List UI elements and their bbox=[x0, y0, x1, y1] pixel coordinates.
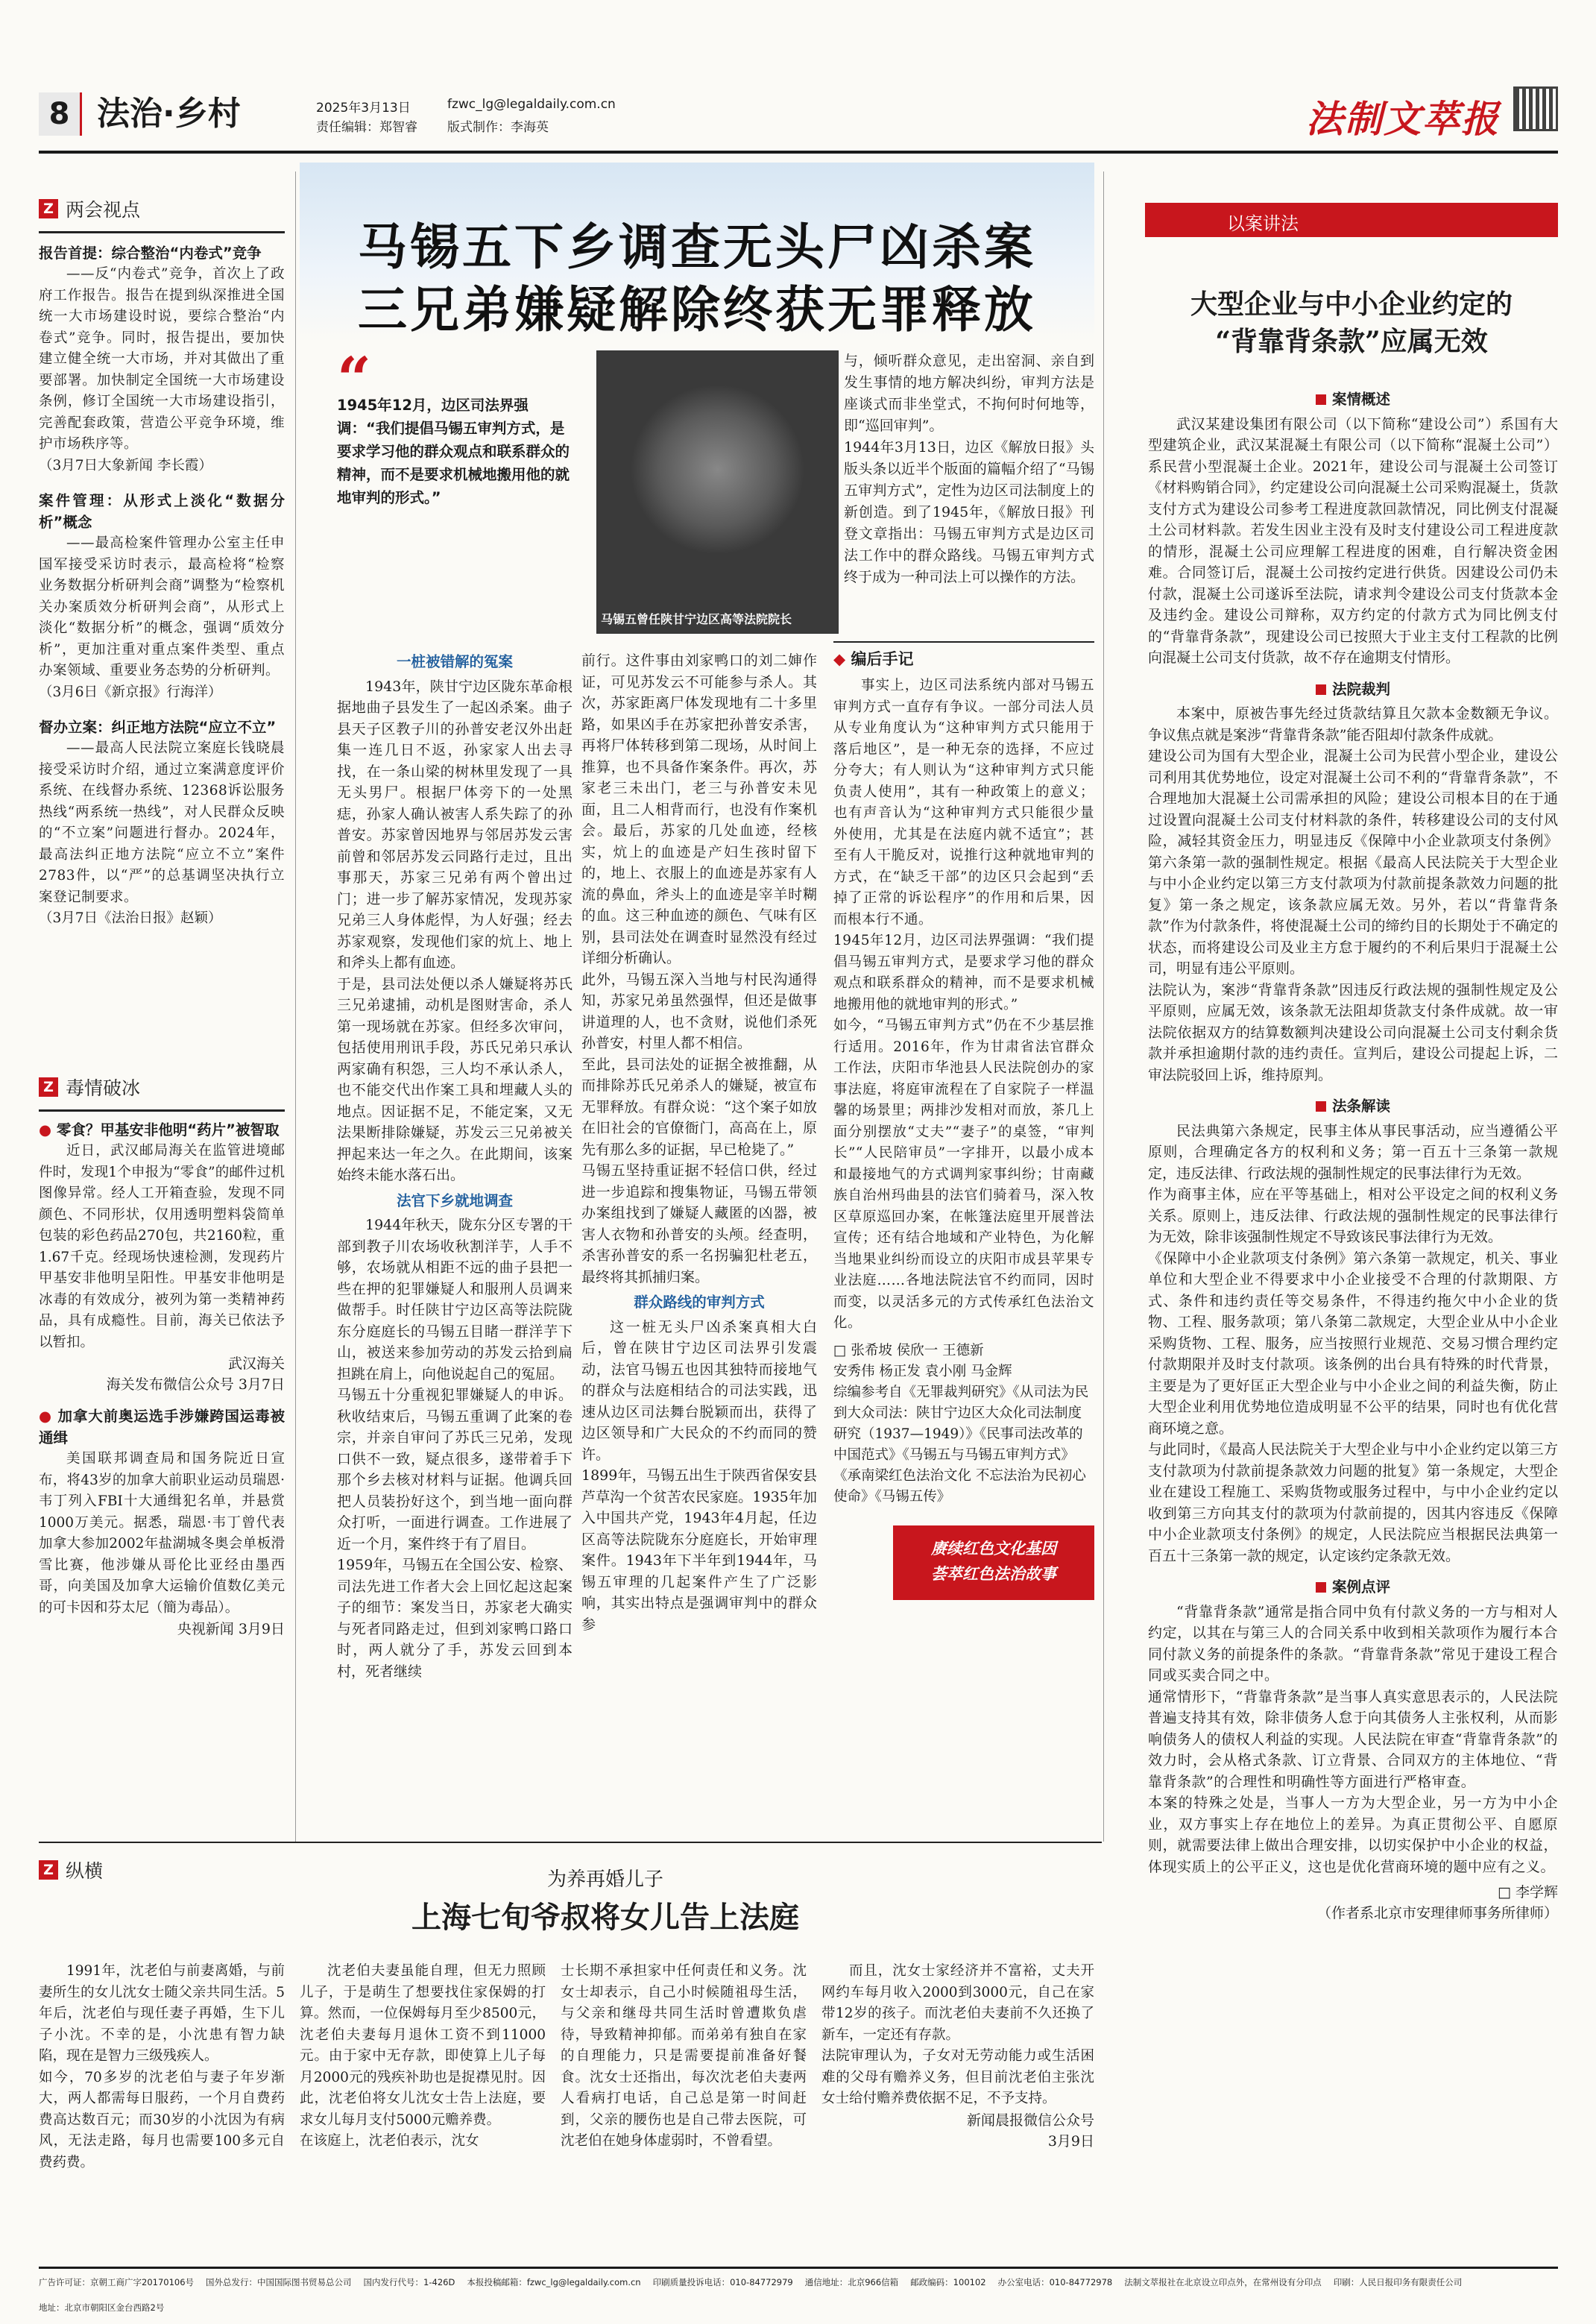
brief-source: （3月6日《新京报》行海洋） bbox=[39, 684, 222, 700]
subhead: 一桩被错解的冤案 bbox=[396, 653, 513, 670]
footer-item: 国内发行代号：1-426D bbox=[363, 2277, 455, 2287]
postscript-authors: □ 张希坡 侯欣一 王德新 安秀伟 杨正发 袁小刚 马金辉 综编参考自《无罪裁判研究》《从司法为民到大众司法：陕甘宁边区大众化司法制度研究（1937—1949）》《民事司法改革的中国范式》《马锡五与马锡五审判方式》《承南梁红色法治文化 不忘法治为民初心使命》《马锡五传》 bbox=[833, 1342, 1089, 1505]
feature-body: 这一桩无头尸凶杀案真相大白后，曾在陕甘宁边区司法界引发震动，法官马锡五也因其独特而接地气的群众与法庭相结合的司法实践，迅速从边区司法舞台脱颖而出，获得了边区领导和广大民众的不约而同的赞许。 1899年，马锡五出生于陕西省保安县芦草沟一个贫苦农民家庭。1935年加入中国共产党，1943年4月起，任边区高等法院陇东分庭庭长，开始审理案件。1943年下半年到1944年，马锡五审理的几起案件产生了广泛影响，其实出特点是强调审判中的群众参 bbox=[581, 1318, 817, 1633]
section-title: 法治·乡村 bbox=[97, 95, 241, 133]
footer-item: 法制文萃报社在北京设立印点外，在常州设有分印点 bbox=[1124, 2277, 1322, 2287]
footer-item: 办公室电话：010-84772978 bbox=[997, 2277, 1113, 2287]
brief-body: 近日，武汉邮局海关在监管进境邮件时，发现1个申报为“零食”的邮件过机图像异常。经人工开箱查验，发现不同颜色、不同形状，仅用透明塑料袋简单包装的彩色药品270包，共2160粒，重1.67千克。经现场快速检测，发现药片甲基安非他明呈阳性。甲基安非他明是冰毒的有效成分，被列为第一类精神药品，具有成瘾性。目前，海关已依法予以暂扣。 bbox=[39, 1143, 285, 1350]
quote-mark-icon: “ bbox=[337, 344, 372, 414]
bottom-kicker: 为养再婚儿子 bbox=[546, 1868, 663, 1891]
red-culture-banner: 赓续红色文化基因 荟萃红色法治故事 bbox=[893, 1525, 1094, 1600]
feature-top-right-text: 与，倾听群众意见，走出窑洞、亲自到发生事情的地方解决纠纷，审判方法是座谈式而非坐堂式，不拘何时何地等，即“巡回审判”。 1944年3月13日，边区《解放日报》头版头条以近半个版面的篇幅介绍了“马锡五审判方式”，定性为边区司法制度上的新创造。到了1945年，《解放日报》刊登文章指出：马锡五审判方式是边区司法工作中的群众路线。马锡五审判方式终于成为一种司法上可以操作的方法。 bbox=[844, 353, 1094, 585]
case-subhead: 法条解读 bbox=[1148, 1096, 1558, 1118]
masthead-logo: 法制文萃报 bbox=[1306, 97, 1500, 141]
feature-body: 1943年，陕甘宁边区陇东革命根据地曲子县发生了一起凶杀案。曲子县天子区教子川的孙普安老汉外出赶集一连几日不返，孙家家人出去寻找，在一条山梁的树林里发现了一具无头男尸。根据尸体旁下的一处黑痣，孙家人确认被害人系失踪了的孙普安。苏家曾因地界与邻居苏发云害前曾和邻居苏发云同路行走过，且出事那天，苏家三兄弟有两个曾出过门；进一步了解苏家情况，发现苏家兄弟三人身体彪悍，为人好强；经去苏家观察，发现他们家的炕上、地上和斧头上都有血迹。 于是，县司法处便以杀人嫌疑将苏氏三兄弟逮捕，动机是图财害命，杀人第一现场就在苏家。但经多次审问，包括使用刑讯手段，苏氏兄弟只承认两家确有积怨，三人均不承认杀人，也不能交代出作案工具和埋藏人头的地点。因证据不足，不能定案，又无法果断排除嫌疑，苏发云三兄弟被关押起来达一年之久。在此期间，该案始终未能水落石出。 bbox=[337, 678, 573, 1183]
brief-source: （3月7日《法治日报》赵颖） bbox=[39, 910, 222, 926]
z-icon: Z bbox=[39, 1860, 58, 1880]
left-column-drugs bbox=[39, 1074, 285, 1640]
brief-headline: ● 零食？甲基安非他明“药片”被智取 bbox=[39, 1121, 280, 1139]
case-author: □ 李学辉 bbox=[1498, 1884, 1558, 1901]
case-title-1: 大型企业与中小企业约定的 bbox=[1190, 289, 1513, 320]
brief-source: 武汉海关 bbox=[227, 1355, 285, 1372]
bottom-col-4 bbox=[821, 1961, 1094, 2152]
case-paragraph: 本案中，原被告事先经过货款结算且欠款本金数额无争议。争议焦点就是案涉“背靠背条款”能否阻却付款条件成就。 建设公司为国有大型企业，混凝土公司为民营小型企业，建设公司利用其优势地位，设定对混凝土公司不利的“背靠背条款”，不合理地加大混凝土公司需承担的风险；建设公司根本目的在于通过设置向混凝土公司支付材料款的条件，转移建设公司的支付风险，减轻其资金压力，明显违反《保障中小企业款项支付条例》第六条第一款的强制性规定。根据《最高人民法院关于大型企业与中小企业约定以第三方支付款项为付款前提条款效力问题的批复》第一条之规定，该条款应属无效。另外，若以“背靠背条款”作为付款条件，将使混凝土公司的缔约目的长期处于不确定的状态，而将建设公司及业主方怠于履约的不利后果归于混凝土公司，明显有违公平原则。 法院认为，案涉“背靠背条款”因违反行政法规的强制性规定及公平原则，应属无效，该条款无法阻却货款支付条件成就。故一审法院依据双方的结算数额判决建设公司向混凝土公司支付剩余货款并承担逾期付款的违约责任。宣判后，建设公司提起上诉，二审法院驳回上诉，维持原判。 bbox=[1148, 705, 1558, 1083]
brief-body: ——最高检案件管理办公室主任申国军接受采访时表示，最高检将“检察业务数据分析研判会商”调整为“检察机关办案质效分析研判会商”，从形式上淡化“数据分析”的概念，强调“质效分析”，更加注重对重点案件类型、重点办案领域、重要业务态势的分析研判。 bbox=[39, 535, 285, 678]
postscript-box bbox=[833, 641, 1094, 1812]
brief-source: 海关发布微信公众号 3月7日 bbox=[106, 1376, 285, 1393]
header-layout: 版式制作：李海英 bbox=[447, 120, 549, 135]
bottom-source: 新闻晨报微信公众号 bbox=[966, 2112, 1094, 2129]
feature-title-2: 三兄弟嫌疑解除终获无罪释放 bbox=[358, 280, 1036, 338]
feature-title-1: 马锡五下乡调查无头尸凶杀案 bbox=[358, 218, 1036, 276]
page-header bbox=[39, 89, 1558, 151]
qr-code-icon bbox=[1513, 86, 1558, 131]
case-tag: 以案讲法 bbox=[1227, 213, 1299, 234]
brief-body: ——反“内卷式”竞争，首次上了政府工作报告。报告在提到纵深推进全国统一大市场建设时说，要综合整治“内卷式”竞争。同时，报告提出，要加快建立健全统一大市场，并对其做出了重要部署。加快制定全国统一大市场建设条例，修订全国统一大市场建设指引，完善配套政策，营造公平竞争环境，维护市场秩序等。 bbox=[39, 266, 285, 452]
column-divider bbox=[295, 171, 296, 1842]
brief-body: ——最高人民法院立案庭长钱晓晨接受采访时介绍，通过立案满意度评价系统、在线督办系统、12368诉讼服务热线“两系统一热线”，对人民群众反映的“不立案”问题进行督办。2024年，最高法纠正地方法院“应立不立”案件2783件，以“严”的总基调坚决执行立案登记制要求。 bbox=[39, 740, 285, 905]
footer-item: 国外总发行：中国国际图书贸易总公司 bbox=[206, 2277, 352, 2287]
feature-body: 1944年秋天，陇东分区专署的干部到教子川农场收秋割洋芋，人手不够，农场就从相距不远的曲子县把一些在押的犯罪嫌疑人和服刑人员调来做帮手。时任陕甘宁边区高等法院陇东分庭庭长的马锡五目睹一群洋芋下山，被送来参加劳动的苏发云拾到扁担跳在肩上，向他说起自己的冤屈。 马锡五十分重视犯罪嫌疑人的申诉。秋收结束后，马锡五重调了此案的卷宗，并亲自审问了苏氏三兄弟，发现口供不一致，疑点很多，遂带着手下那个乡去核对材料与证据。他调兵回把人员装扮好这个，到当地一面向群众打听，一面进行调查。工作进展了近一个月，案件终于有了眉目。 1959年，马锡五在全国公安、检察、司法先进工作者大会上回忆起这起案子的细节：案发当日，苏家老大确实与死者同路走过，但到刘家鸭口路口时，两人就分了手，苏发云回到本村，死者继续 bbox=[337, 1217, 573, 1680]
footer-item: 本报投稿邮箱：fzwc_lg@legaldaily.com.cn bbox=[467, 2277, 641, 2287]
left-column bbox=[39, 195, 285, 930]
case-subhead: 案情概述 bbox=[1148, 389, 1558, 411]
section-tag-label: 纵横 bbox=[66, 1860, 104, 1882]
section-tag-duqing bbox=[39, 1074, 285, 1100]
bottom-title: 上海七旬爷叔将女儿告上法庭 bbox=[411, 1900, 799, 1935]
footer-bar bbox=[39, 2276, 1558, 2314]
header-email: fzwc_lg@legaldaily.com.cn bbox=[447, 97, 616, 112]
section-tag-label: 两会视点 bbox=[66, 199, 141, 221]
subhead: 群众路线的审判方式 bbox=[634, 1294, 765, 1311]
case-tag-bar bbox=[1145, 203, 1558, 237]
postscript-body: 事实上，边区司法系统内部对马锡五审判方式一直存有争议。一部分司法人员从专业角度认为“这种审判方式只能用于落后地区”，是一种无奈的选择，不应过分夸大；有人则认为“这种审判方式只能负责人使用”，其有一种政策上的意义；也有声音认为“这种审判方式只能很少量外使用，尤其是在法庭内就不适宜”；甚至有人干脆反对，说推行这种就地审判的方式，在“缺乏干部”的边区只会起到“丢掉了正常的诉讼程序”的作用和后果，因而根本行不通。 1945年12月，边区司法界强调：“我们提倡马锡五审判方式，是要求学习他的群众观点和联系群众的精神，而不是要求机械地搬用他的就地审判的形式。” 如今，“马锡五审判方式”仍在不少基层推行适用。2016年，作为甘肃省法官群众工作法，庆阳市华池县人民法院创办的家事法庭，将庭审流程在了自家院子一样温馨的场景里；两排沙发相对而放，茶几上面分别摆放“丈夫”“妻子”的桌签，“审判长”“人民陪审员”一字排开，以最小成本和最接地气的方式调判家事纠纷；甘南藏族自治州玛曲县的法官们骑着马，深入牧区草原巡回办案，在帐篷法庭里开展普法宣传；还有结合地域和产业特色，为化解当地果业纠纷而设立的庆阳市成县苹果专业法庭……各地法院法官不约而同，因时而变，以灵活多元的方式传承红色法治文化。 bbox=[833, 678, 1094, 1331]
section-tag-lianghui bbox=[39, 195, 285, 222]
case-subhead: 法院裁判 bbox=[1148, 679, 1558, 701]
column-divider bbox=[1103, 171, 1104, 1842]
footer-item: 地址：北京市朝阳区金台西路2号 bbox=[39, 2302, 165, 2313]
case-author-note: （作者系北京市安理律师事务所律师） bbox=[1316, 1905, 1558, 1921]
footer-item: 广告许可证：京朝工商广字20170106号 bbox=[39, 2277, 195, 2287]
header-date: 2025年3月13日 bbox=[316, 101, 411, 116]
postscript-title: ◆ 编后手记 bbox=[833, 641, 1094, 670]
page-number: 8 bbox=[39, 92, 82, 136]
subhead: 法官下乡就地调查 bbox=[396, 1191, 513, 1209]
feature-col-2 bbox=[581, 650, 817, 1635]
bottom-col-2: 沈老伯夫妻虽能自理，但无力照顾儿子，于是萌生了想要找住家保姆的打算。然而，一位保姆每月至少8500元，沈老伯夫妻每月退休工资不到11000元。由于家中无存款，即使算上儿子每月2000元的残疾补助也是捉襟见肘。因此，沈老伯将女儿沈女士告上法庭，要求女儿每月支付5000元赡养费。 在该庭上，沈老伯表示，沈女 bbox=[300, 1963, 546, 2149]
feature-body: 前行。这件事由刘家鸭口的刘二婶作证，可见苏发云不可能参与杀人。其次，苏家距离尸体发现地有二十多里路，如果凶手在苏家把孙普安杀害，再将尸体转移到第二现场，从时间上推算，也不具备作案条件。再次，苏家老三未出门，老三与孙普安未见面，且二人相背而行，也没有作案机会。最后，苏家的几处血迹，经核实，炕上的血迹是产妇生孩时留下的，地上、衣服上的血迹是苏家有人流的鼻血，斧头上的血迹是宰羊时糊的血。这三种血迹的颜色、气味有区别，县司法处在调查时显然没有经过详细分析确认。 此外，马锡五深入当地与村民沟通得知，苏家兄弟虽然强悍，但还是做事讲道理的人，也不贪财，说他们杀死孙普安，村里人都不相信。 至此，县司法处的证据全被推翻，从而排除苏氏兄弟杀人的嫌疑，被宣布无罪释放。有群众说：“这个案子如放在旧社会的官僚衙门，高高在上，原先有那么多的证据，早已枪毙了。” 马锡五坚持重证据不轻信口供，经过进一步追踪和搜集物证，马锡五带领办案组找到了嫌疑人藏匿的凶器，被害人衣物和孙普安的头颅。经查明，杀害孙普安的系一名拐骗犯杜老五，最终将其抓捕归案。 bbox=[581, 652, 817, 1285]
case-subhead: 案例点评 bbox=[1148, 1577, 1558, 1599]
section-tag-label: 毒情破冰 bbox=[66, 1077, 141, 1099]
brief-source: （3月7日大象新闻 李长霞） bbox=[39, 457, 212, 473]
footer-rule bbox=[39, 2267, 1558, 2269]
case-paragraph: 武汉某建设集团有限公司（以下简称“建设公司”）系国有大型建筑企业，武汉某混凝土有限公司（以下简称“混凝土公司”）系民营小型混凝土企业。2021年，建设公司与混凝土公司签订《材料购销合同》，约定建设公司向混凝土公司采购混凝土，货款支付方式为建设公司参考工程进度款回款情况，同比例支付混凝土公司材料款。若发生因业主没有及时支付建设公司工程进度款的情形，混凝土公司应理解工程进度的困难，自行解决资金困难。合同签订后，混凝土公司按约定进行供货。因建设公司仍未付款，混凝土公司遂诉至法院，请求判令建设公司支付货款本金及违约金。建设公司辩称，双方约定的付款方式为同比例支付的“背靠背条款”，现建设公司已按照大于业主支付工程款的比例向混凝土公司支付货款，故不存在逾期支付情形。 bbox=[1148, 415, 1558, 666]
case-paragraph: 民法典第六条规定，民事主体从事民事活动，应当遵循公平原则，合理确定各方的权利和义务；第一百五十三条第一款规定，违反法律、行政法规的强制性规定的民事法律行为无效。 作为商事主体，应在平等基础上，相对公平设定之间的权利义务关系。原则上，违反法律、行政法规的强制性规定的民事法律行为无效，除非该强制性规定不导致该民事法律行为无效。 《保障中小企业款项支付条例》第六条第一款规定，机关、事业单位和大型企业不得要求中小企业接受不合理的付款期限、方式、条件和违约责任等交易条件，不得违约拖欠中小企业的货物、工程、服务款项；第八条第二款规定，大型企业从中小企业采购货物、工程、服务，应当按照行业规范、交易习惯合理约定付款期限并及时支付款项。该条例的出台具有特殊的时代背景，主要是为了更好匡正大型企业与中小企业之间的利益失衡，防止大型企业利用优势地位造成明显不公平的结果，同时也有优化营商环境之意。 与此同时，《最高人民法院关于大型企业与中小企业约定以第三方支付款项为付款前提条款效力问题的批复》第一条规定，大型企业在建设工程施工、采购货物或服务过程中，与中小企业约定以收到第三方向其支付的款项为付款前提的，因其内容违反《保障中小企业款项支付条例》的规定，人民法院应当根据民法典第一百五十三条第一款的规定，认定该约定条款无效。 bbox=[1148, 1122, 1558, 1564]
brief-headline: 督办立案：纠正地方法院“应立不立” bbox=[39, 719, 277, 736]
bottom-rule bbox=[39, 1842, 1102, 1843]
pull-quote: 1945年12月，边区司法界强调：“我们提倡马锡五审判方式，是要求学习他的群众观点和联系群众的精神，而不是要求机械地搬用他的就地审判的形式。” bbox=[337, 397, 570, 506]
bottom-paragraph: 而且，沈女士家经济并不富裕，丈夫开网约车每月收入2000到3000元，自己在家带12岁的孩子。而沈老伯夫妻前不久还换了新车，一定还有存款。 法院审理认为，子女对无劳动能力或生活困难的父母有赡养义务，但目前沈老伯主张沈女士给付赡养费依据不足，不予支持。 bbox=[821, 1963, 1094, 2106]
case-body bbox=[1148, 385, 1558, 1924]
photo-caption: 马锡五曾任陕甘宁边区高等法院院长 bbox=[601, 612, 792, 626]
bottom-col-3: 士长期不承担家中任何责任和义务。沈女士却表示，自己小时候随祖母生活，与父亲和继母共同生活时曾遭欺负虐待，导致精神抑郁。而弟弟有独自在家的自理能力，只是需要提前准备好餐食。沈女士还指出，每次沈老伯夫妻两人看病打电话，自己总是第一时间赶到，父亲的腰伤也是自己带去医院，可沈老伯在她身体虚弱时，不曾看望。 bbox=[561, 1963, 807, 2149]
case-title-2: “背靠背条款”应属无效 bbox=[1215, 326, 1488, 357]
z-icon: Z bbox=[39, 1077, 58, 1097]
feature-col-1 bbox=[337, 647, 573, 1682]
footer-item: 邮政编码：100102 bbox=[910, 2277, 986, 2287]
brief-headline: 报告首提：综合整治“内卷式”竞争 bbox=[39, 245, 262, 262]
portrait-photo bbox=[596, 350, 839, 634]
header-editor: 责任编辑：郑智睿 bbox=[316, 120, 417, 135]
section-tag-zongheng bbox=[39, 1857, 103, 1883]
footer-item: 印刷：人民日报印务有限责任公司 bbox=[1333, 2277, 1463, 2287]
header-rule bbox=[39, 151, 1558, 154]
brief-body: 美国联邦调查局和国务院近日宣布，将43岁的加拿大前职业运动员瑞恩·韦丁列入FBI十大通缉犯名单，并悬赏1000万美元。据悉，瑞恩·韦丁曾代表加拿大参加2002年盐湖城冬奥会单板滑雪比赛，他涉嫌从哥伦比亚经由墨西哥，向美国及加拿大运输价值数亿美元的可卡因和芬太尼（簡为毒品）。 bbox=[39, 1451, 285, 1616]
brief-headline: ● 加拿大前奥运选手涉嫌跨国运毒被通缉 bbox=[39, 1408, 285, 1446]
brief-source: 央视新闻 3月9日 bbox=[177, 1621, 285, 1637]
z-icon: Z bbox=[39, 199, 58, 218]
brief-headline: 案件管理：从形式上淡化“数据分析”概念 bbox=[39, 492, 285, 531]
footer-item: 印刷质量投诉电话：010-84772979 bbox=[652, 2277, 793, 2287]
footer-item: 通信地址：北京966信箱 bbox=[804, 2277, 899, 2287]
bottom-source: 3月9日 bbox=[1047, 2132, 1094, 2150]
bottom-col-1: 1991年，沈老伯与前妻离婚，与前妻所生的女儿沈女士随父亲共同生活。5年后，沈老伯与现任妻子再婚，生下儿子小沈。不幸的是，小沈患有智力缺陷，现在是智力三级残疾人。 如今，70多岁的沈老伯与妻子年岁渐大，两人都需每日服药，一个月自费药费高达数百元；而30岁的小沈因为有病风，无法走路，每月也需要100多元自费药费。 bbox=[39, 1963, 285, 2170]
case-paragraph: “背靠背条款”通常是指合同中负有付款义务的一方与相对人约定，以其在与第三人的合同关系中收到相关款项作为履行本合同付款义务的前提条件的条款。“背靠背条款”常见于建设工程合同或买卖合同之中。 通常情形下，“背靠背条款”是当事人真实意思表示的，人民法院普遍支持其有效，除非债务人怠于向其债务人主张权利，从而影响债务人的债权人利益的实现。人民法院在审查“背靠背条款”的效力时，会从格式条款、订立背景、合同双方的主体地位、“背靠背条款”的合理性和明确性等方面进行严格审查。 本案的特殊之处是，当事人一方为大型企业，另一方为中小企业，双方事实上存在地位上的差异。为真正贯彻公平、自愿原则，就需要法律上做出合理安排，以切实保护中小企业的权益，体现实质上的公平正义，这也是优化营商环境的题中应有之义。 bbox=[1148, 1603, 1558, 1875]
